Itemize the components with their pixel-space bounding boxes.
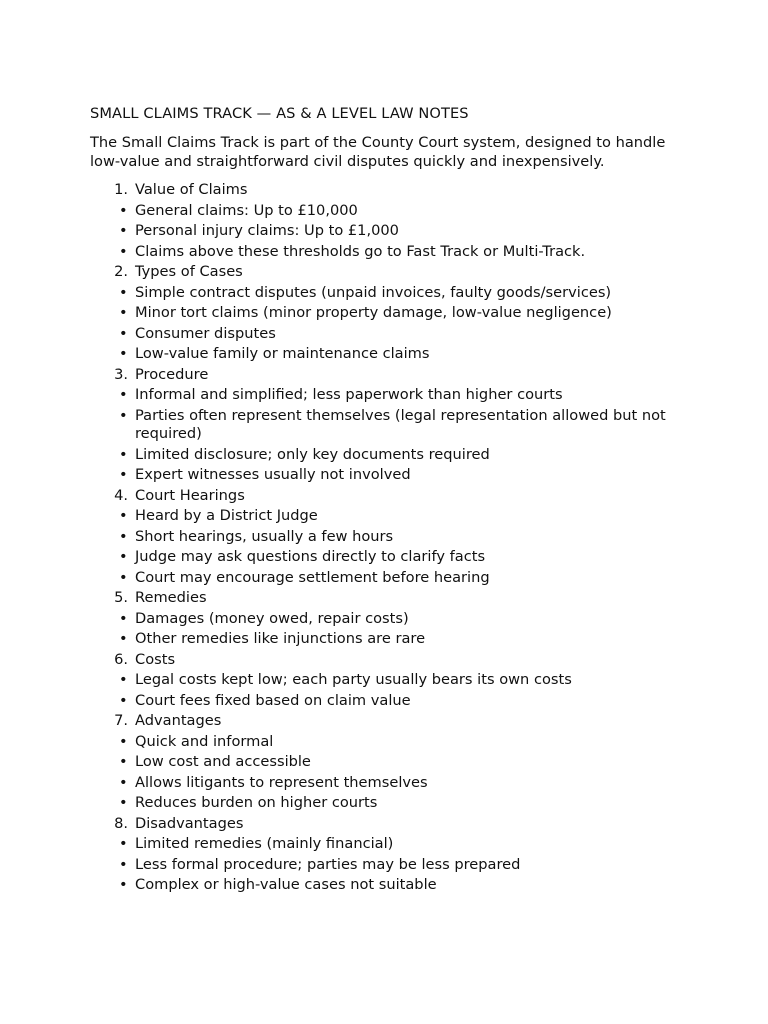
bullet-marker: • [119, 691, 128, 709]
bullet-marker: • [119, 406, 128, 424]
list-item-text: Informal and simplified; less paperwork than higher courts [135, 386, 563, 403]
list-item-text: Heard by a District Judge [135, 507, 318, 524]
list-number: 2. [114, 263, 128, 280]
bullet-item [90, 794, 680, 813]
bullet-item [90, 284, 680, 303]
bullet-item [90, 507, 680, 526]
bullet-marker: • [119, 876, 128, 893]
bullet-item [90, 386, 680, 405]
bullet-item [90, 446, 680, 465]
list-item-text: Personal injury claims: Up to £1,000 [135, 222, 399, 239]
bullet-marker: • [119, 527, 128, 545]
list-item-text: Remedies [135, 589, 207, 606]
list-item-text: Costs [135, 650, 176, 668]
bullet-marker: • [119, 835, 128, 852]
list-item-text: Judge may ask questions directly to clarify facts [135, 548, 486, 565]
list-item-text: Court fees fixed based on claim value [135, 691, 411, 709]
list-item-text: Legal costs kept low; each party usually bears its own costs [135, 671, 572, 688]
bullet-marker: • [119, 466, 128, 483]
list-item-text: Quick and informal [135, 732, 274, 750]
bullet-marker: • [119, 630, 128, 647]
bullet-marker: • [119, 222, 128, 239]
bullet-item [90, 528, 680, 547]
document-page [90, 104, 680, 897]
bullet-item [90, 202, 680, 221]
list-number: 7. [114, 712, 128, 729]
section-heading-item [90, 263, 680, 282]
document-title: SMALL CLAIMS TRACK — AS & A LEVEL LAW NOTES [90, 105, 469, 122]
list-number: 5. [114, 589, 128, 606]
bullet-item [90, 548, 680, 567]
bullet-item [90, 243, 680, 262]
bullet-item [90, 569, 680, 588]
bullet-marker: • [119, 671, 128, 688]
list-item-text: Claims above these thresholds go to Fast Track or Multi-Track. [135, 242, 586, 260]
bullet-item [90, 222, 680, 241]
bullet-item [90, 876, 680, 895]
bullet-item [90, 345, 680, 364]
intro-paragraph: The Small Claims Track is part of the County Court system, designed to handle low-value and straightforward civil disputes quickly and inexpensively. [90, 134, 666, 170]
section-heading-item [90, 589, 680, 608]
bullet-marker: • [119, 548, 128, 565]
section-heading-item [90, 181, 680, 200]
bullet-item [90, 466, 680, 485]
bullet-marker: • [119, 304, 128, 321]
list-item-text: Low cost and accessible [135, 753, 311, 770]
list-item-text: Limited disclosure; only key documents required [135, 445, 490, 463]
section-heading-item [90, 815, 680, 834]
list-item-text: Allows litigants to represent themselves [135, 773, 428, 791]
bullet-marker: • [119, 773, 128, 791]
bullet-marker: • [119, 794, 128, 811]
bullet-marker: • [119, 855, 128, 873]
list-item-text: Court Hearings [135, 486, 245, 504]
bullet-marker: • [119, 609, 128, 627]
list-number: 6. [114, 650, 128, 668]
bullet-item [90, 856, 680, 875]
bullet-marker: • [119, 324, 128, 342]
list-item-text: Procedure [135, 365, 209, 383]
bullet-marker: • [119, 732, 128, 750]
section-heading-item [90, 487, 680, 506]
bullet-marker: • [119, 507, 128, 524]
bullet-item [90, 774, 680, 793]
list-item-text: Disadvantages [135, 814, 244, 832]
list-item-text: Limited remedies (mainly financial) [135, 835, 394, 852]
section-heading-item [90, 651, 680, 670]
bullet-marker: • [119, 386, 128, 403]
list-item-text: Simple contract disputes (unpaid invoices, faulty goods/services) [135, 283, 612, 301]
list-item-text: Types of Cases [135, 263, 243, 280]
list-item-text: Expert witnesses usually not involved [135, 466, 411, 483]
list-item-text: Low-value family or maintenance claims [135, 345, 430, 362]
bullet-item [90, 753, 680, 772]
bullet-item [90, 835, 680, 854]
list-item-text: Value of Claims [135, 181, 248, 198]
list-item-text: Court may encourage settlement before hearing [135, 568, 490, 586]
notes-list [90, 181, 680, 895]
list-item-text: Parties often represent themselves (legal representation allowed but not required) [135, 406, 666, 442]
list-number: 8. [114, 814, 128, 832]
section-heading-item [90, 366, 680, 385]
bullet-item [90, 733, 680, 752]
bullet-item [90, 630, 680, 649]
list-item-text: Minor tort claims (minor property damage, low-value negligence) [135, 304, 612, 321]
list-number: 1. [114, 181, 128, 198]
list-item-text: Advantages [135, 712, 222, 729]
list-item-text: Damages (money owed, repair costs) [135, 609, 409, 627]
bullet-marker: • [119, 242, 128, 260]
list-item-text: Complex or high-value cases not suitable [135, 876, 437, 893]
bullet-marker: • [119, 345, 128, 362]
list-item-text: Less formal procedure; parties may be less prepared [135, 855, 521, 873]
list-item-text: General claims: Up to £10,000 [135, 201, 358, 219]
list-item-text: Short hearings, usually a few hours [135, 527, 394, 545]
bullet-marker: • [119, 283, 128, 301]
section-heading-item [90, 712, 680, 731]
list-item-text: Reduces burden on higher courts [135, 794, 378, 811]
bullet-item [90, 671, 680, 690]
bullet-item [90, 304, 680, 323]
bullet-marker: • [119, 568, 128, 586]
list-item-text: Consumer disputes [135, 324, 276, 342]
bullet-marker: • [119, 201, 128, 219]
bullet-marker: • [119, 445, 128, 463]
bullet-item [90, 407, 680, 444]
list-number: 4. [114, 486, 128, 504]
list-number: 3. [114, 365, 128, 383]
list-item-text: Other remedies like injunctions are rare [135, 630, 426, 647]
bullet-marker: • [119, 753, 128, 770]
bullet-item [90, 325, 680, 344]
bullet-item [90, 610, 680, 629]
bullet-item [90, 692, 680, 711]
